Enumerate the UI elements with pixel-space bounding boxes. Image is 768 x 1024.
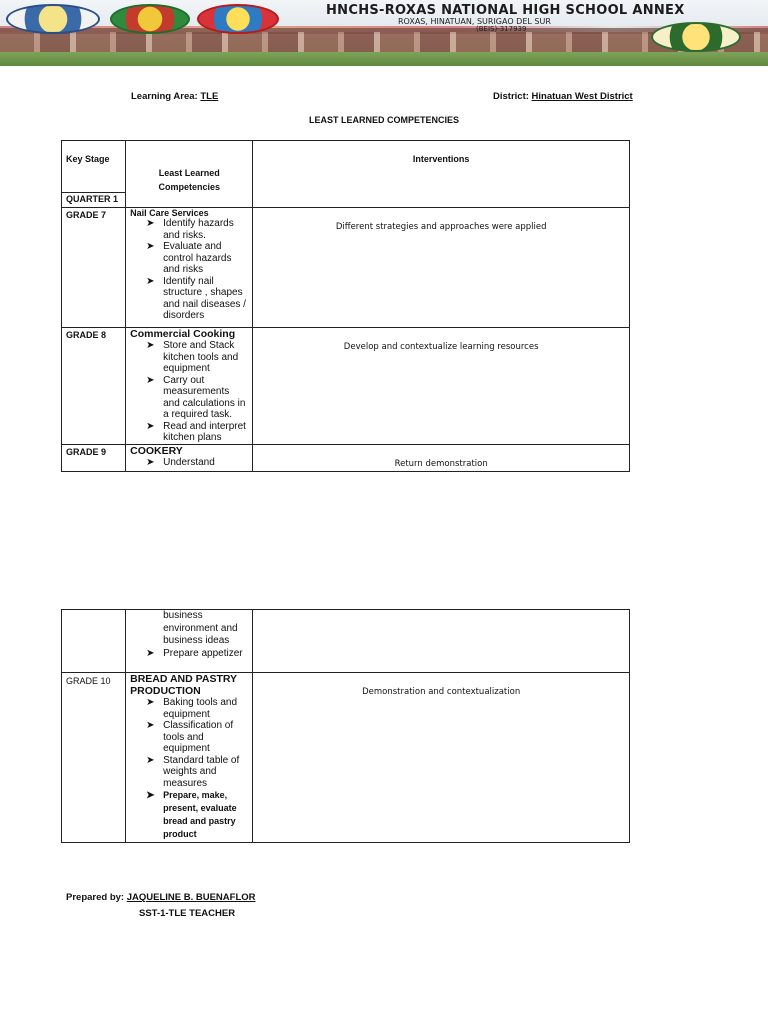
banner-grass: [0, 52, 768, 66]
school-header-banner: [0, 0, 768, 66]
arrow-bullet-icon: ➤: [146, 647, 155, 659]
competencies-cell: [126, 208, 253, 328]
header-interventions: Interventions: [253, 141, 630, 208]
arrow-bullet-icon: ➤: [146, 241, 155, 252]
table-row: [62, 208, 630, 328]
arrow-bullet-icon: ➤: [146, 754, 155, 766]
list-item: [130, 340, 248, 375]
competency-text: Identify nail structure , shapes and nail diseases / disorders: [163, 275, 246, 321]
intervention-text: Different strategies and approaches were applied: [253, 208, 630, 328]
arrow-bullet-icon: ➤: [146, 420, 155, 432]
table-header-row: [62, 141, 630, 193]
competency-text: Standard table of weights and measures: [163, 754, 240, 789]
learning-area: [131, 91, 218, 102]
list-item: [130, 241, 248, 276]
grade-label: GRADE 7: [62, 208, 126, 328]
grade-label: GRADE 9: [62, 445, 126, 472]
arrow-bullet-icon: ➤: [146, 218, 155, 229]
arrow-bullet-icon: ➤: [146, 340, 155, 351]
competencies-cell: [126, 328, 253, 445]
district-value: Hinatuan West District: [531, 91, 633, 102]
arrow-bullet-icon: ➤: [146, 275, 155, 287]
learning-area-value: TLE: [200, 91, 219, 102]
intervention-text: Demonstration and contextualization: [253, 673, 630, 843]
competency-text: Classification of tools and equipment: [163, 720, 234, 754]
list-item: [130, 789, 248, 841]
header-key-stage: Key Stage: [62, 141, 126, 193]
competency-text-continued: business environment and business ideas: [163, 610, 238, 646]
learning-area-label: Learning Area:: [131, 91, 198, 102]
school-id: (BEIS)-317939: [476, 25, 527, 33]
subject-title: BREAD AND PASTRY PRODUCTION: [130, 673, 237, 697]
competency-text: Evaluate and control hazards and risks: [163, 241, 232, 275]
district-seal-logo: [197, 4, 279, 34]
division-seal-logo: [110, 4, 190, 34]
competency-list: [130, 340, 248, 444]
intervention-text: Return demonstration: [253, 445, 630, 472]
arrow-bullet-icon: ➤: [146, 374, 155, 386]
arrow-bullet-icon: ➤: [146, 790, 155, 801]
list-item: [130, 648, 248, 661]
competencies-cell: [126, 673, 253, 843]
arrow-bullet-icon: ➤: [146, 697, 155, 708]
table-row: [62, 328, 630, 445]
list-item: [130, 457, 248, 469]
prepared-by-label: Prepared by:: [66, 892, 125, 903]
competency-list: [130, 697, 248, 841]
competency-text: Prepare appetizer: [163, 647, 243, 659]
teacher-position: SST-1-TLE TEACHER: [139, 908, 236, 919]
quarter-label: QUARTER 1: [62, 193, 126, 208]
list-item: [130, 218, 248, 241]
prepared-by: [66, 892, 256, 903]
competency-text: Prepare, make, present, evaluate bread and pastry product: [163, 790, 237, 839]
competency-text: Carry out measurements and calculations in a required task.: [163, 374, 246, 420]
list-item: [130, 375, 248, 421]
subject-title: Nail Care Services: [130, 208, 209, 218]
competencies-cell: [126, 610, 253, 673]
list-item: [130, 720, 248, 755]
grade-label-empty: [62, 610, 126, 673]
arrow-bullet-icon: ➤: [146, 457, 155, 468]
school-name: HNCHS-ROXAS NATIONAL HIGH SCHOOL ANNEX: [326, 3, 685, 18]
header-competencies: Least Learned Competencies: [126, 141, 253, 208]
list-item: [130, 755, 248, 790]
competencies-cell: [126, 445, 253, 472]
competency-text: Understand: [163, 457, 215, 468]
page-title: LEAST LEARNED COMPETENCIES: [308, 115, 459, 125]
competency-text: Baking tools and equipment: [163, 697, 238, 720]
competencies-table: [61, 140, 630, 472]
subject-title: Commercial Cooking: [130, 328, 236, 340]
competency-text: Read and interpret kitchen plans: [163, 420, 246, 443]
competency-list: [130, 648, 248, 661]
intervention-empty: [253, 610, 630, 673]
list-item: [130, 276, 248, 322]
competency-text: Store and Stack kitchen tools and equipment: [163, 340, 239, 374]
intervention-text: Develop and contextualize learning resources: [253, 328, 630, 445]
grade-label: GRADE 8: [62, 328, 126, 445]
school-address: ROXAS, HINATUAN, SURIGAO DEL SUR: [398, 17, 551, 26]
district-label: District:: [493, 91, 529, 102]
table-row: [62, 673, 630, 843]
list-item: [130, 421, 248, 444]
competency-text: Identify hazards and risks.: [163, 218, 234, 241]
deped-seal-logo: [6, 4, 100, 34]
table-row: [62, 610, 630, 673]
table-row: [62, 445, 630, 472]
district: [493, 91, 633, 102]
teacher-name: JAQUELINE B. BUENAFLOR: [126, 892, 256, 903]
arrow-bullet-icon: ➤: [146, 720, 155, 731]
school-seal-logo: [651, 22, 741, 52]
list-item: [130, 697, 248, 720]
grade-label: GRADE 10: [62, 673, 126, 843]
subject-title: COOKERY: [130, 445, 183, 457]
competency-list: [130, 218, 248, 322]
competency-list: [130, 457, 248, 469]
competencies-table-continued: [61, 609, 630, 843]
